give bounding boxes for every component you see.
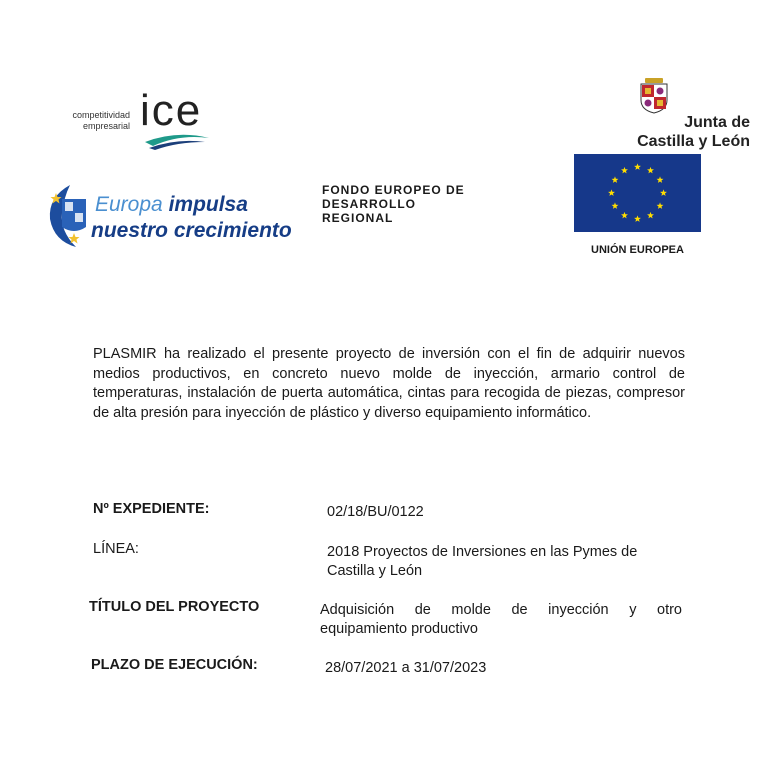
- ice-tagline: [48, 110, 130, 132]
- europa-logo-line-1: [95, 193, 248, 217]
- eu-star: [647, 212, 654, 219]
- ice-swoosh-icon: [143, 132, 211, 150]
- europa-logo-line-2: nuestro crecimiento: [91, 219, 292, 242]
- eu-star: [660, 189, 667, 196]
- linea-label: LÍNEA:: [93, 541, 139, 557]
- eu-star: [657, 176, 664, 183]
- eu-star: [634, 163, 641, 170]
- ice-tagline-line-2: empresarial: [82, 121, 130, 131]
- eu-star: [621, 212, 628, 219]
- junta-line-2: Castilla y León: [637, 133, 750, 150]
- titulo-label: TÍTULO DEL PROYECTO: [89, 599, 260, 615]
- expediente-value: 02/18/BU/0122: [327, 504, 424, 520]
- eu-star: [608, 189, 615, 196]
- fondo-europeo-label: [322, 183, 465, 225]
- eu-stars-icon: [574, 154, 701, 232]
- eu-star: [634, 215, 641, 222]
- ice-tagline-line-1: competitividad: [72, 110, 130, 120]
- impulsa-word: impulsa: [168, 193, 248, 216]
- junta-line-1: Junta de: [684, 114, 750, 131]
- plazo-value: 28/07/2021 a 31/07/2023: [325, 660, 487, 676]
- junta-coat-of-arms-icon: [639, 78, 669, 114]
- titulo-value: [320, 601, 682, 639]
- fondo-line-2: DESARROLLO: [322, 197, 416, 211]
- ice-logo-wordmark: ice: [140, 86, 203, 135]
- linea-value: [327, 543, 687, 581]
- project-description: PLASMIR ha realizado el presente proyecto de inversión con el fin de adquirir nuevos medios productivos, en concreto nuevo molde de inyección, armario control de temperaturas, instalación de puerta automática, cintas para recogida de piezas, compresor de alta presión para inyección de plástico y diverso equipamiento informático.: [93, 346, 685, 421]
- eu-flag: [574, 154, 701, 232]
- titulo-value-line-2: equipamiento productivo: [320, 621, 478, 637]
- eu-star: [612, 176, 619, 183]
- fondo-line-1: FONDO EUROPEO DE: [322, 183, 465, 197]
- linea-value-line-1: 2018 Proyectos de Inversiones en las Pymes de: [327, 544, 638, 560]
- eu-star: [647, 167, 654, 174]
- eu-star: [657, 202, 664, 209]
- eu-label: UNIÓN EUROPEA: [591, 244, 684, 256]
- titulo-value-line-1: Adquisición de molde de inyección y otro: [320, 602, 682, 618]
- eu-star: [621, 167, 628, 174]
- europa-emblem-icon: [46, 183, 94, 249]
- fondo-line-3: REGIONAL: [322, 211, 394, 225]
- junta-logo-text: [620, 113, 750, 151]
- expediente-label: Nº EXPEDIENTE:: [93, 501, 210, 517]
- eu-star: [612, 202, 619, 209]
- plazo-label: PLAZO DE EJECUCIÓN:: [91, 657, 258, 673]
- linea-value-line-2: Castilla y León: [327, 563, 423, 579]
- europa-word: Europa: [95, 193, 163, 216]
